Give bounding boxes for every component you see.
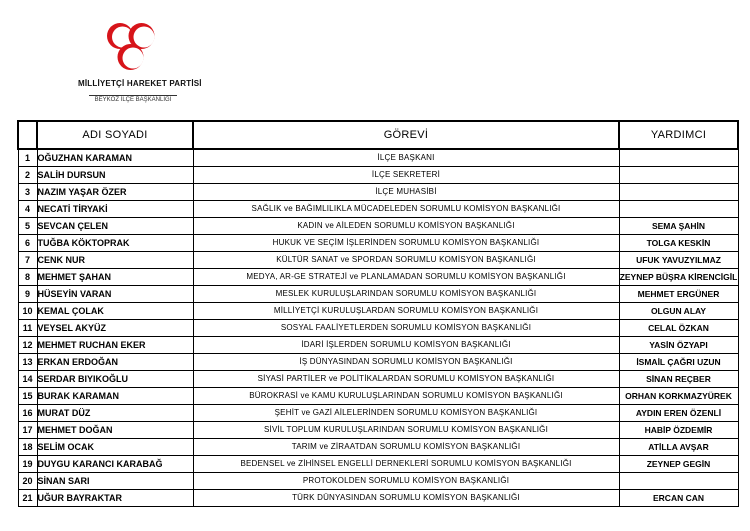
duty-title: BEDENSEL ve ZİHİNSEL ENGELLİ DERNEKLERİ SORUMLU KOMİSYON BAŞKANLIĞI xyxy=(193,456,619,473)
row-number: 12 xyxy=(18,337,37,354)
branch-name: BEYKOZ İLÇE BAŞKANLIĞI xyxy=(89,95,178,103)
member-name: UĞUR BAYRAKTAR xyxy=(37,490,193,507)
table-row xyxy=(18,218,738,235)
row-number: 21 xyxy=(18,490,37,507)
row-number: 13 xyxy=(18,354,37,371)
table-row xyxy=(18,473,738,490)
table-row xyxy=(18,235,738,252)
assistant-name: ERCAN CAN xyxy=(619,490,738,507)
committee-table xyxy=(17,120,739,507)
member-name: SİNAN SARI xyxy=(37,473,193,490)
table-row xyxy=(18,320,738,337)
assistant-name: HABİP ÖZDEMİR xyxy=(619,422,738,439)
duty-title: ŞEHİT ve GAZİ AİLELERİNDEN SORUMLU KOMİSYON BAŞKANLIĞI xyxy=(193,405,619,422)
member-name: VEYSEL AKYÜZ xyxy=(37,320,193,337)
member-name: OĞUZHAN KARAMAN xyxy=(37,149,193,167)
member-name: NAZIM YAŞAR ÖZER xyxy=(37,184,193,201)
table-row xyxy=(18,439,738,456)
row-number: 4 xyxy=(18,201,37,218)
member-name: SERDAR BIYIKOĞLU xyxy=(37,371,193,388)
assistant-name: UFUK YAVUZYILMAZ xyxy=(619,252,738,269)
assistant-name: TOLGA KESKİN xyxy=(619,235,738,252)
table-row xyxy=(18,354,738,371)
row-number: 3 xyxy=(18,184,37,201)
row-number: 17 xyxy=(18,422,37,439)
row-number: 20 xyxy=(18,473,37,490)
duty-title: İLÇE BAŞKANI xyxy=(193,149,619,167)
assistant-name: SİNAN REÇBER xyxy=(619,371,738,388)
duty-title: İLÇE SEKRETERİ xyxy=(193,167,619,184)
row-number: 2 xyxy=(18,167,37,184)
assistant-name xyxy=(619,149,738,167)
table-header-row xyxy=(18,121,738,149)
assistant-name xyxy=(619,167,738,184)
duty-title: İLÇE MUHASİBİ xyxy=(193,184,619,201)
table-row xyxy=(18,201,738,218)
row-number: 16 xyxy=(18,405,37,422)
duty-title: BÜROKRASİ ve KAMU KURULUŞLARINDAN SORUMLU KOMİSYON BAŞKANLIĞI xyxy=(193,388,619,405)
assistant-name xyxy=(619,184,738,201)
table-row xyxy=(18,490,738,507)
row-number: 5 xyxy=(18,218,37,235)
table-row xyxy=(18,388,738,405)
member-name: SELİM OCAK xyxy=(37,439,193,456)
duty-title: SİVİL TOPLUM KURULUŞLARINDAN SORUMLU KOMİSYON BAŞKANLIĞI xyxy=(193,422,619,439)
table-row xyxy=(18,184,738,201)
row-number: 14 xyxy=(18,371,37,388)
duty-title: PROTOKOLDEN SORUMLU KOMİSYON BAŞKANLIĞI xyxy=(193,473,619,490)
column-header-name: ADI SOYADI xyxy=(37,121,193,149)
member-name: NECATİ TİRYAKİ xyxy=(37,201,193,218)
assistant-name xyxy=(619,201,738,218)
column-header-number xyxy=(18,121,37,149)
table-row xyxy=(18,252,738,269)
duty-title: KADIN ve AİLEDEN SORUMLU KOMİSYON BAŞKANLIĞI xyxy=(193,218,619,235)
assistant-name: ZEYNEP BÜŞRA KİRENCİGİL xyxy=(619,269,738,286)
duty-title: MESLEK KURULUŞLARINDAN SORUMLU KOMİSYON BAŞKANLIĞI xyxy=(193,286,619,303)
column-header-assistant: YARDIMCI xyxy=(619,121,738,149)
member-name: CENK NUR xyxy=(37,252,193,269)
row-number: 9 xyxy=(18,286,37,303)
row-number: 11 xyxy=(18,320,37,337)
duty-title: SİYASİ PARTİLER ve POLİTİKALARDAN SORUMLU KOMİSYON BAŞKANLIĞI xyxy=(193,371,619,388)
assistant-name: ORHAN KORKMAZYÜREK xyxy=(619,388,738,405)
assistant-name: SEMA ŞAHİN xyxy=(619,218,738,235)
duty-title: KÜLTÜR SANAT ve SPORDAN SORUMLU KOMİSYON BAŞKANLIĞI xyxy=(193,252,619,269)
party-logo xyxy=(78,16,202,106)
assistant-name: ATİLLA AVŞAR xyxy=(619,439,738,456)
member-name: KEMAL ÇOLAK xyxy=(37,303,193,320)
party-name: MİLLİYETÇİ HAREKET PARTİSİ xyxy=(78,79,202,88)
member-name: SEVCAN ÇELEN xyxy=(37,218,193,235)
assistant-name: AYDIN EREN ÖZENLİ xyxy=(619,405,738,422)
row-number: 8 xyxy=(18,269,37,286)
duty-title: İŞ DÜNYASINDAN SORUMLU KOMİSYON BAŞKANLIĞI xyxy=(193,354,619,371)
assistant-name: MEHMET ERGÜNER xyxy=(619,286,738,303)
table-row xyxy=(18,303,738,320)
row-number: 15 xyxy=(18,388,37,405)
assistant-name xyxy=(619,473,738,490)
duty-title: TARIM ve ZİRAATDAN SORUMLU KOMİSYON BAŞKANLIĞI xyxy=(193,439,619,456)
duty-title: SAĞLIK ve BAĞIMLILIKLA MÜCADELEDEN SORUMLU KOMİSYON BAŞKANLIĞI xyxy=(193,201,619,218)
row-number: 1 xyxy=(18,149,37,167)
member-name: BURAK KARAMAN xyxy=(37,388,193,405)
table-row xyxy=(18,456,738,473)
row-number: 19 xyxy=(18,456,37,473)
duty-title: SOSYAL FAALİYETLERDEN SORUMLU KOMİSYON BAŞKANLIĞI xyxy=(193,320,619,337)
duty-title: MİLLİYETÇİ KURULUŞLARDAN SORUMLU KOMİSYON BAŞKANLIĞI xyxy=(193,303,619,320)
row-number: 6 xyxy=(18,235,37,252)
table-row xyxy=(18,167,738,184)
table-row xyxy=(18,286,738,303)
crescents-emblem-icon xyxy=(103,16,163,76)
assistant-name: CELAL ÖZKAN xyxy=(619,320,738,337)
member-name: MURAT DÜZ xyxy=(37,405,193,422)
table-row xyxy=(18,371,738,388)
table-row xyxy=(18,422,738,439)
assistant-name: OLGUN ALAY xyxy=(619,303,738,320)
duty-title: TÜRK DÜNYASINDAN SORUMLU KOMİSYON BAŞKANLIĞI xyxy=(193,490,619,507)
duty-title: HUKUK VE SEÇİM İŞLERİNDEN SORUMLU KOMİSYON BAŞKANLIĞI xyxy=(193,235,619,252)
duty-title: İDARİ İŞLERDEN SORUMLU KOMİSYON BAŞKANLIĞI xyxy=(193,337,619,354)
member-name: HÜSEYİN VARAN xyxy=(37,286,193,303)
row-number: 18 xyxy=(18,439,37,456)
member-name: MEHMET ŞAHAN xyxy=(37,269,193,286)
assistant-name: İSMAİL ÇAĞRI UZUN xyxy=(619,354,738,371)
column-header-duty: GÖREVİ xyxy=(193,121,619,149)
member-name: ERKAN ERDOĞAN xyxy=(37,354,193,371)
row-number: 7 xyxy=(18,252,37,269)
member-name: MEHMET RUCHAN EKER xyxy=(37,337,193,354)
member-name: DUYGU KARANCI KARABAĞ xyxy=(37,456,193,473)
table-row xyxy=(18,337,738,354)
table-row xyxy=(18,405,738,422)
member-name: MEHMET DOĞAN xyxy=(37,422,193,439)
row-number: 10 xyxy=(18,303,37,320)
assistant-name: YASİN ÖZYAPI xyxy=(619,337,738,354)
member-name: TUĞBA KÖKTOPRAK xyxy=(37,235,193,252)
member-name: SALİH DURSUN xyxy=(37,167,193,184)
table-row xyxy=(18,269,738,286)
table-row xyxy=(18,149,738,167)
assistant-name: ZEYNEP GEGİN xyxy=(619,456,738,473)
duty-title: MEDYA, AR-GE STRATEJİ ve PLANLAMADAN SORUMLU KOMİSYON BAŞKANLIĞI xyxy=(193,269,619,286)
